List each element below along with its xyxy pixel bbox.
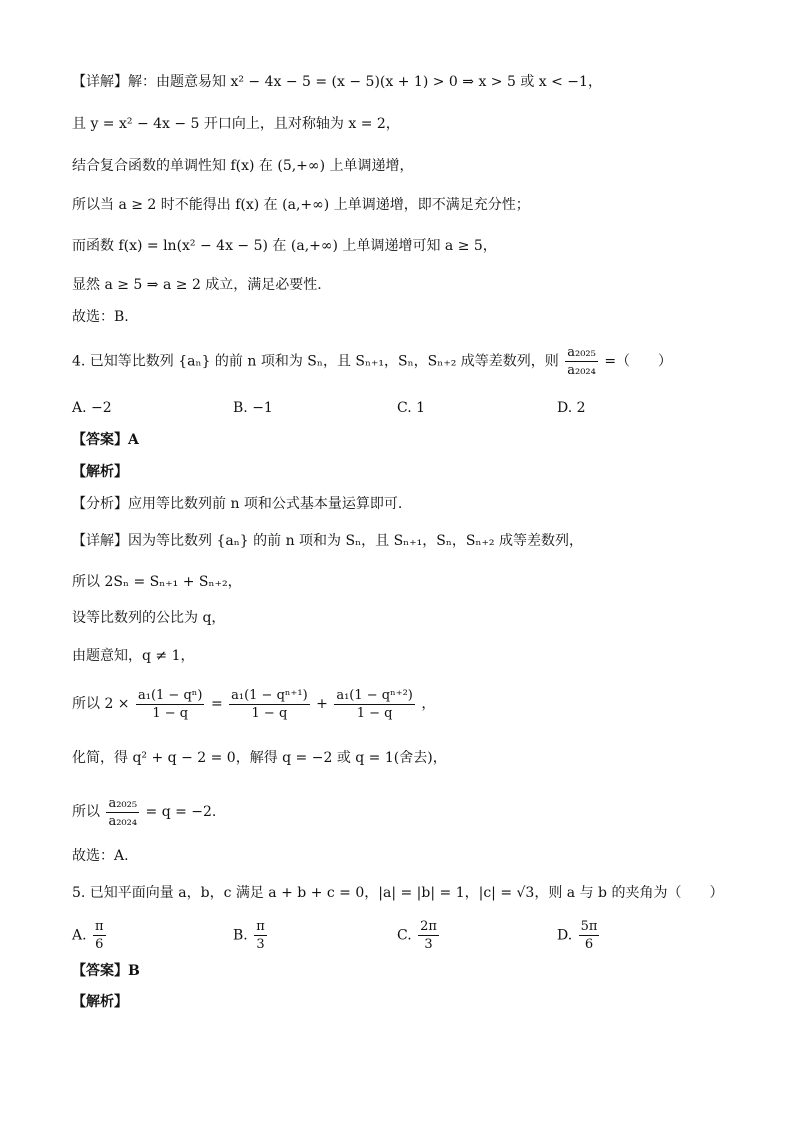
option-label: B. [233,927,248,944]
step-6-prefix: 所以 [72,804,100,820]
step-4 [72,684,435,724]
fraction-denominator: 3 [256,937,265,952]
step-4-prefix: 所以 2 × [72,696,130,712]
q4-option-d: D. 2 [557,400,586,416]
q4-option-a: A. −2 [72,400,112,416]
plus-sign: + [316,696,328,712]
option-fraction [254,918,267,953]
fraction-denominator: a₂₀₂₄ [108,813,138,829]
detail-line-1: 【详解】解：由题意易知 x² − 4x − 5 = (x − 5)(x + 1) > 0 ⇒ x > 5 或 x < −1， [72,74,602,90]
question-4-fraction [565,344,598,379]
fraction-denominator: 1 − q [152,705,189,721]
step-4-fraction-2 [229,687,310,722]
option-label: D. [557,927,573,944]
analysis-4: 【分析】应用等比数列前 n 项和公式基本量运算即可. [72,496,403,512]
step-6-fraction [106,795,139,830]
fraction-numerator: a₂₀₂₅ [108,795,138,811]
q5-option-c [397,918,441,953]
step-4-tail: ， [421,696,436,712]
step-4-fraction-3 [334,687,415,722]
option-fraction [579,918,600,953]
question-5: 5. 已知平面向量 a，b，c 满足 a + b + c = 0，|a| = |b| = 1，|c| = √3，则 a 与 b 的夹角为（ ） [72,885,724,901]
detail-line-3: 结合复合函数的单调性知 f(x) 在 (5,+∞) 上单调递增， [72,158,414,174]
fraction-numerator: π [256,919,265,934]
detail-line-5: 而函数 f(x) = ln(x² − 4x − 5) 在 (a,+∞) 上单调递增可知 a ≥ 5， [72,238,497,254]
fraction-numerator: 2π [420,919,437,934]
option-fraction [418,918,439,953]
step-6 [72,792,216,832]
question-4 [72,344,672,379]
option-fraction [93,918,106,953]
choice-line-4: 故选：A. [72,848,129,864]
fraction-denominator: 1 − q [251,705,288,721]
fraction-denominator: 6 [584,937,594,952]
q5-option-a [72,918,108,953]
fraction-numerator: 5π [580,919,598,934]
fraction-numerator: a₁(1 − qⁿ) [138,687,203,703]
fraction-numerator: a₁(1 − qⁿ⁺¹) [231,687,308,703]
q4-option-b: B. −1 [233,400,273,416]
fraction-denominator: 3 [424,937,433,952]
analysis-heading-4: 【解析】 [72,464,128,480]
q5-option-d [557,918,601,953]
step-1: 所以 2Sₙ = Sₙ₊₁ + Sₙ₊₂， [72,574,242,590]
detail-line-6: 显然 a ≥ 5 ⇒ a ≥ 2 成立，满足必要性. [72,277,322,293]
fraction-denominator: 6 [95,937,104,952]
detail-4: 【详解】因为等比数列 {aₙ} 的前 n 项和为 Sₙ，且 Sₙ₊₁，Sₙ，Sₙ₊₂ 成等差数列， [72,533,583,549]
step-4-fraction-1 [136,687,204,722]
fraction-denominator: 1 − q [356,705,393,721]
step-6-tail: = q = −2. [145,804,217,820]
fraction-numerator: a₁(1 − qⁿ⁺²) [336,687,413,703]
step-5: 化简，得 q² + q − 2 = 0，解得 q = −2 或 q = 1(舍去)， [72,750,447,766]
step-2: 设等比数列的公比为 q， [72,610,226,626]
question-4-stem: 4. 已知等比数列 {aₙ} 的前 n 项和为 Sₙ，且 Sₙ₊₁，Sₙ，Sₙ₊₂ 成等差数列，则 [72,353,559,370]
analysis-heading-5: 【解析】 [72,994,128,1010]
detail-line-4: 所以当 a ≥ 2 时不能得出 f(x) 在 (a,+∞) 上单调递增，即不满足充分性； [72,197,530,213]
fraction-denominator: a₂₀₂₄ [567,363,596,378]
option-label: A. [72,927,87,944]
step-3: 由题意知，q ≠ 1， [72,648,195,664]
q5-option-b [233,918,269,953]
question-4-tail: =（ ） [604,353,673,370]
answer-4: 【答案】A [72,432,139,448]
detail-line-2: 且 y = x² − 4x − 5 开口向上，且对称轴为 x = 2， [72,116,400,132]
fraction-numerator: π [95,919,104,934]
choice-line: 故选：B. [72,309,129,325]
equals-sign: = [210,696,223,712]
option-label: C. [397,927,412,944]
q4-option-c: C. 1 [397,400,426,416]
answer-5: 【答案】B [72,963,140,979]
fraction-numerator: a₂₀₂₅ [567,345,596,360]
